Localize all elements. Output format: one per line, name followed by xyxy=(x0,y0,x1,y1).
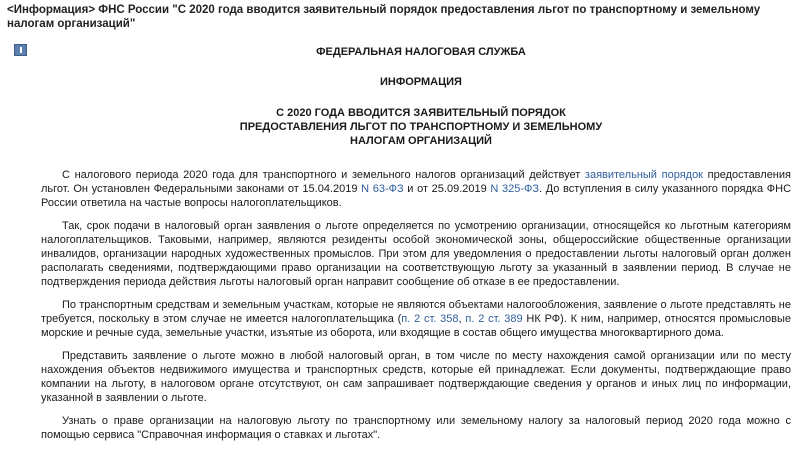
paragraph-2: Так, срок подачи в налоговый орган заявления о льготе определяется по усмотрению организации, относящейся ко льготным категориям налогоплательщиков. Таковыми, например, являются резиденты особой экономической зоны, общероссийские общественные организации инвалидов, организации народных художественных промыслов. При этом для уведомления о предоставлении льготы налоговый орган должен располагать сведениями, подтверждающими право организации на соответствующую льготу за указанный в заявлении период. В случае не подтверждения периода действия льготы налоговый орган направит сообщение об отказе в ее предоставлении. xyxy=(41,220,791,288)
link-declarative-procedure[interactable]: заявительный порядок xyxy=(584,169,703,181)
headline-line-3: НАЛОГАМ ОРГАНИЗАЦИЙ xyxy=(350,135,492,147)
link-law-63-fz[interactable]: N 63-ФЗ xyxy=(361,183,404,195)
document-headline xyxy=(21,106,800,148)
paragraph-1 xyxy=(41,168,791,210)
paragraph-5: Узнать о праве организации на налоговую льготу по транспортному или земельному налогу за налоговый период 2020 года можно с помощью сервиса "Справочная информация о ставках и льготах". xyxy=(41,415,791,441)
paragraph-1-text-b: предоставления льгот. Он установлен Федеральными законами от 15.04.2019 xyxy=(41,169,791,195)
link-law-325-fz[interactable]: N 325-ФЗ xyxy=(490,183,539,195)
headline-line-2: ПРЕДОСТАВЛЕНИЯ ЛЬГОТ ПО ТРАНСПОРТНОМУ И ЗЕМЕЛЬНОМУ xyxy=(239,121,603,133)
headline-line-1: С 2020 ГОДА ВВОДИТСЯ ЗАЯВИТЕЛЬНЫЙ ПОРЯДОК xyxy=(276,107,566,119)
document-type-tag: <Информация> xyxy=(7,4,96,16)
link-tax-code-358[interactable]: п. 2 ст. 358 xyxy=(401,313,459,325)
paragraph-4: Представить заявление о льготе можно в любой налоговый орган, в том числе по месту нахождения самой организации или по месту нахождения объектов недвижимого имущества и транспортных средств, которые ей принадлежат. Если документы, подтверждающие право компании на льготу, в налоговом органе отсутствуют, он сам запрашивает подтверждающие сведения у органов и иных лиц по информации, указанной в заявлении о льготе. xyxy=(41,350,791,404)
agency-name: ФЕДЕРАЛЬНАЯ НАЛОГОВАЯ СЛУЖБА xyxy=(316,46,526,58)
paragraph-3 xyxy=(41,298,791,340)
document-header xyxy=(7,3,793,31)
document-kind-heading: ИНФОРМАЦИЯ xyxy=(380,76,462,88)
paragraph-3-text-b: , xyxy=(458,313,466,325)
document-body xyxy=(41,168,791,451)
paragraph-3-text-c: НК РФ). К ним, например, относятся промысловые морские и речные суда, земельные участки, изъятые из оборота, или входящие в состав общего имущества многоквартирного дома. xyxy=(41,313,791,339)
link-tax-code-389[interactable]: п. 2 ст. 389 xyxy=(465,313,523,325)
paragraph-1-text-a: С налогового периода 2020 года для транспортного и земельного налогов организаций действует xyxy=(62,169,585,181)
document-title: ФНС России "С 2020 года вводится заявительный порядок предоставления льгот по транспортному и земельному налогам организаций" xyxy=(7,4,761,30)
paragraph-1-text-c: и от 25.09.2019 xyxy=(403,183,491,195)
paragraph-1-text-d: . До вступления в силу указанного порядка ФНС России ответила на частые вопросы налогоплательщиков. xyxy=(41,183,792,209)
paragraph-3-text-a: По транспортным средствам и земельным участкам, которые не являются объектами налогообложения, заявление о льготе представлять не требуется, поскольку в этом случае не имеется налогоплательщика ( xyxy=(41,299,791,325)
